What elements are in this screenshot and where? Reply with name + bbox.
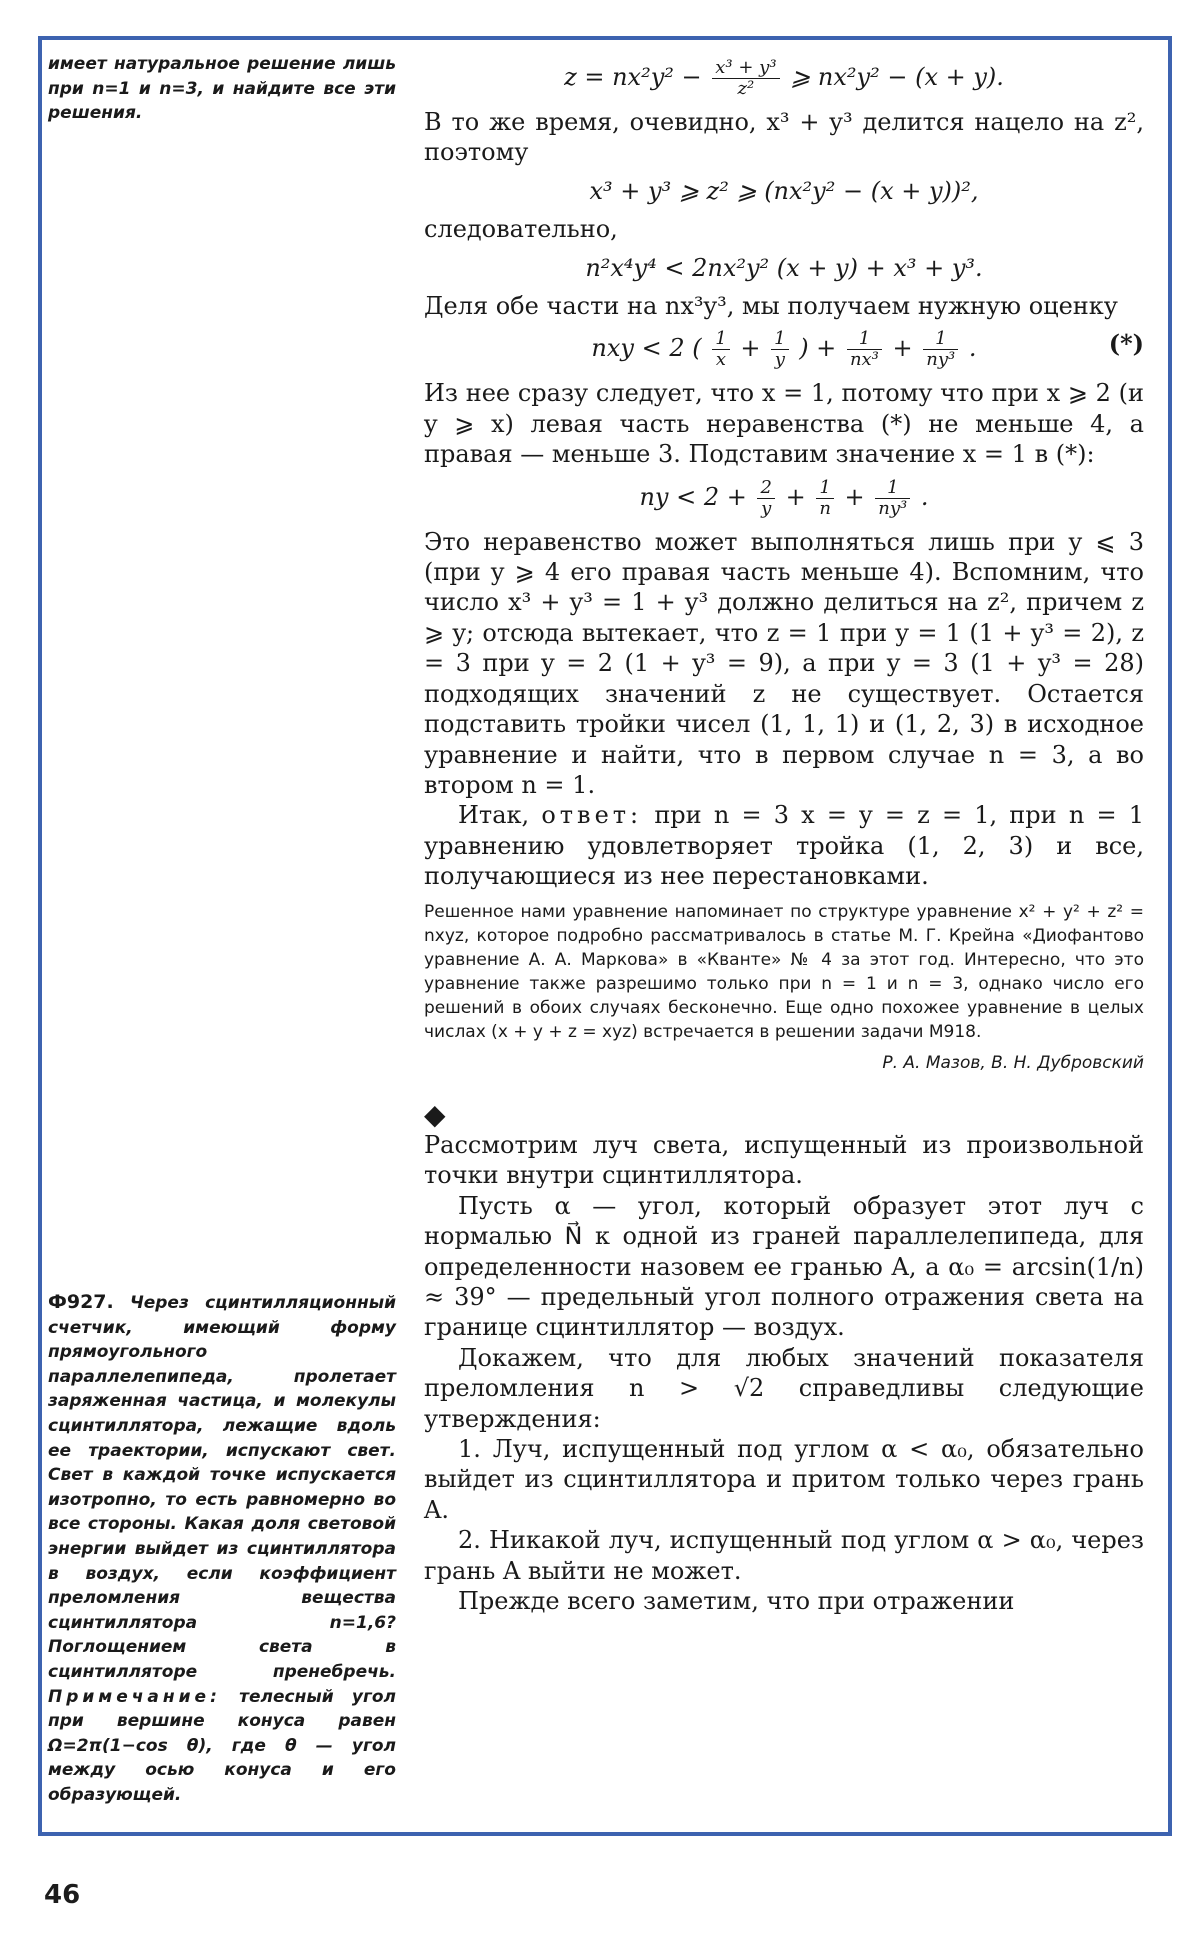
f4-a-num: 1 (712, 329, 729, 350)
f4-d-den: ny³ (926, 349, 956, 371)
formula-4-frac-d (923, 329, 958, 370)
f4-b-num: 1 (771, 329, 788, 350)
paragraph-3: Деля обе части на nx³y³, мы получаем нужную оценку (424, 292, 1118, 321)
problem-note-text: телесный угол при вершине конуса равен Ω=2π(1−cos θ), где θ — угол между осью конуса и его образующей. (48, 1686, 396, 1805)
f4-c-den: nx³ (849, 349, 879, 371)
paragraph-2: следовательно, (424, 215, 618, 244)
formula-4-tag: (*) (1108, 329, 1144, 359)
answer-word: ответ: (541, 801, 643, 830)
answer-paragraph (424, 800, 1144, 891)
formula-4-frac-c (847, 329, 882, 370)
formula-5-plus-2: + (844, 482, 865, 511)
left-top-note-text: имеет натуральное решение лишь при n=1 и n=3, и найдите все эти решения. (48, 54, 396, 124)
formula-4-plus-2: + (892, 334, 913, 363)
f5-a-num: 2 (757, 478, 774, 499)
f4-c-num: 1 (847, 329, 882, 350)
formula-3: n²x⁴y⁴ < 2nx²y² (x + y) + x³ + y³. (585, 253, 983, 282)
formula-4-end: . (968, 334, 977, 363)
formula-4 (424, 329, 1144, 370)
formula-5 (424, 478, 1144, 519)
formula-1-left: z = nx²y² − (564, 63, 702, 91)
problem-text: Через сцинтилляционный счетчик, имеющий форму прямоугольного параллелепипеда, пролетает заряженная частица, и молекулы сцинтиллятора, лежащие вдоль ее траектории, испускают свет. Свет в каждой точке испускается изотропно, то есть равномерно во все стороны. Какая доля световой энергии выйдет из сцинтиллятора в воздух, если коэффициент преломления вещества сцинтиллятора n=1,6? Поглощением света в сцинтилляторе пренебречь. (48, 1293, 396, 1682)
answer-lead: Итак, (458, 801, 530, 830)
formula-1-right: ⩾ nx²y² − (x + y). (790, 63, 1004, 91)
left-top-note (48, 52, 396, 126)
diamond-icon: ◆ (424, 1097, 446, 1131)
f5-b-den: n (819, 497, 831, 519)
f4-d-num: 1 (923, 329, 958, 350)
formula-1-num: x³ + y³ (712, 58, 779, 79)
problem-f927 (48, 1290, 396, 1807)
paragraph-4: Из нее сразу следует, что x = 1, потому что при x ⩾ 2 (и y ⩾ x) левая часть неравенства (*) не меньше 4, а правая — меньше 3. Подставим значение x = 1 в (*): (424, 379, 1144, 469)
formula-4-frac-a (712, 329, 729, 370)
solution-p6: Прежде всего заметим, что при отражении (458, 1587, 1015, 1616)
f5-c-num: 1 (875, 478, 910, 499)
formula-5-frac-c (875, 478, 910, 519)
f4-a-den: x (715, 349, 727, 371)
main-column (424, 50, 1144, 1616)
solution-p5: 2. Никакой луч, испущенный под углом α > α₀, через грань A выйти не может. (424, 1526, 1144, 1585)
f5-a-den: y (761, 497, 772, 519)
remark-note: Решенное нами уравнение напоминает по структуре уравнение x² + y² + z² = nxyz, которое подробно рассматривалось в статье М. Г. Крейна «Диофантово уравнение А. А. Маркова» в «Кванте» № 4 за этот год. Интересно, что это уравнение также разрешимо только при n = 1 и n = 3, однако число его решений в обоих случаях бесконечно. Еще одно похожее уравнение в целых числах (x + y + z = xyz) встречается в решении задачи М918. (424, 901, 1144, 1042)
formula-4-close: ) + (799, 334, 837, 363)
formula-5-frac-a (757, 478, 774, 519)
formula-1 (424, 58, 1144, 99)
formula-4-frac-b (771, 329, 788, 370)
problem-note-label: Примечание: (48, 1686, 221, 1707)
formula-1-den: z² (737, 78, 755, 99)
f4-b-den: y (774, 349, 785, 371)
authors-signature: Р. А. Мазов, В. Н. Дубровский (882, 1052, 1144, 1073)
formula-4-plus: + (740, 334, 761, 363)
f5-c-den: ny³ (878, 497, 908, 519)
paragraph-5: Это неравенство может выполняться лишь при y ⩽ 3 (при y ⩾ 4 его правая часть меньше 4). Вспомним, что число x³ + y³ = 1 + y³ должно делиться на z², причем z ⩾ y; отсюда вытекает, что z = 1 при y = 1 (1 + y³ = 2), z = 3 при y = 2 (1 + y³ = 9), а при y = 3 (1 + y³ = 28) подходящих значений z не существует. Остается подставить тройки чисел (1, 1, 1) и (1, 2, 3) в исходное уравнение и найти, что в первом случае n = 3, а во втором n = 1. (424, 527, 1144, 799)
formula-1-fraction (712, 58, 779, 99)
formula-5-lhs: ny < 2 + (639, 482, 747, 511)
answer-text: при n = 3 x = y = z = 1, при n = 1 уравнению удовлетворяет тройка (1, 2, 3) и все, получающиеся из нее перестановками. (424, 801, 1144, 891)
problem-id: Ф927. (48, 1291, 114, 1313)
solution-p4: 1. Луч, испущенный под углом α < α₀, обязательно выйдет из сцинтиллятора и притом только через грань A. (424, 1435, 1144, 1524)
formula-4-lhs: nxy < 2 ( (591, 334, 702, 363)
page-number: 46 (44, 1880, 81, 1910)
formula-5-plus-1: + (785, 482, 806, 511)
formula-5-frac-b (816, 478, 834, 519)
formula-2: x³ + y³ ⩾ z² ⩾ (nx²y² − (x + y))², (589, 176, 979, 205)
formula-5-end: . (920, 482, 929, 511)
f5-b-num: 1 (816, 478, 834, 499)
solution-p3: Докажем, что для любых значений показателя преломления n > √2 справедливы следующие утверждения: (424, 1343, 1144, 1433)
paragraph-1: В то же время, очевидно, x³ + y³ делится нацело на z², поэтому (424, 108, 1144, 167)
solution-p2: Пусть α — угол, который образует этот луч с нормалью N⃗ к одной из граней параллелепипеда, для определенности назовем ее гранью A, а α₀ = arcsin(1/n) ≈ 39° — предельный угол полного отражения света на границе сцинтиллятор — воздух. (424, 1191, 1144, 1342)
solution-p1: Рассмотрим луч света, испущенный из произвольной точки внутри сцинтиллятора. (424, 1130, 1144, 1190)
